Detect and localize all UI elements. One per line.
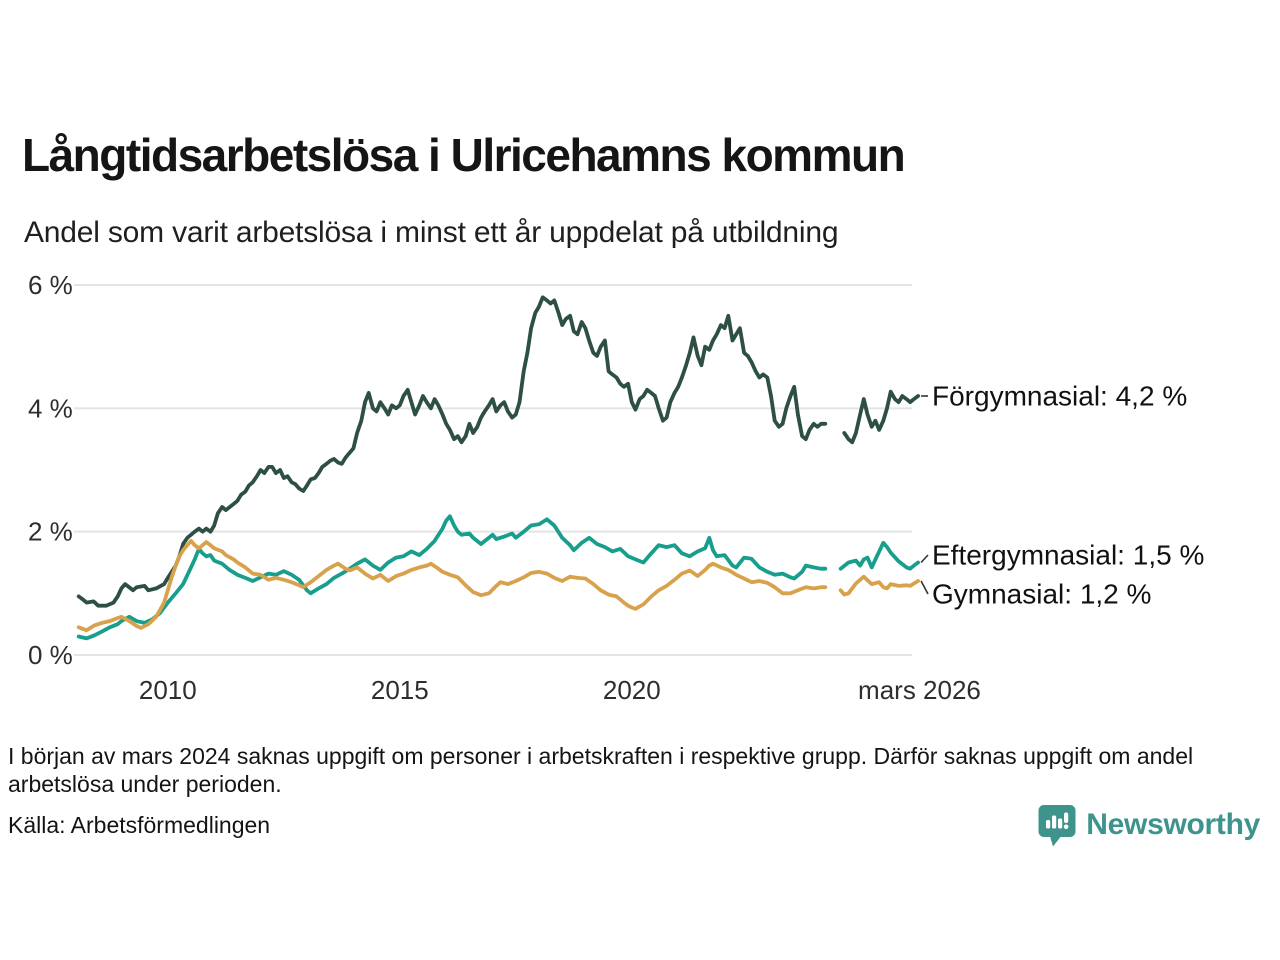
y-tick-label: 6 % <box>28 270 73 300</box>
series-end-label-eftergymnasial: Eftergymnasial: 1,5 % <box>932 539 1205 571</box>
series-end-label-förgymnasial: Förgymnasial: 4,2 % <box>932 380 1188 412</box>
newsworthy-logo-icon <box>1037 802 1077 848</box>
series-line-eftergymnasial <box>79 516 918 638</box>
y-tick-label: 2 % <box>28 516 73 547</box>
page-title: Långtidsarbetslösa i Ulricehamns kommun <box>22 129 905 181</box>
y-tick-label: 4 % <box>28 393 73 424</box>
label-leader-line <box>921 581 928 594</box>
series-end-label-gymnasial: Gymnasial: 1,2 % <box>932 578 1152 610</box>
footnote-text: I början av mars 2024 saknas uppgift om personer i arbetskraften i respektive grupp. Därför saknas uppgift om andel arbetslösa under perioden. <box>8 743 1194 798</box>
newsworthy-wordmark: Newsworthy <box>1086 808 1260 841</box>
y-tick-label: 0 % <box>28 640 73 670</box>
x-tick-label: 2015 <box>370 675 429 705</box>
label-leader-line <box>921 555 928 563</box>
x-tick-label: mars 2026 <box>858 675 981 705</box>
source-text: Källa: Arbetsförmedlingen <box>8 812 271 838</box>
chart-subtitle: Andel som varit arbetslösa i minst ett år uppdelat på utbildning <box>24 216 839 249</box>
newsworthy-branding <box>1037 802 1260 848</box>
x-tick-label: 2020 <box>602 675 661 705</box>
x-tick-label: 2010 <box>138 675 197 705</box>
series-line-förgymnasial <box>79 297 918 605</box>
